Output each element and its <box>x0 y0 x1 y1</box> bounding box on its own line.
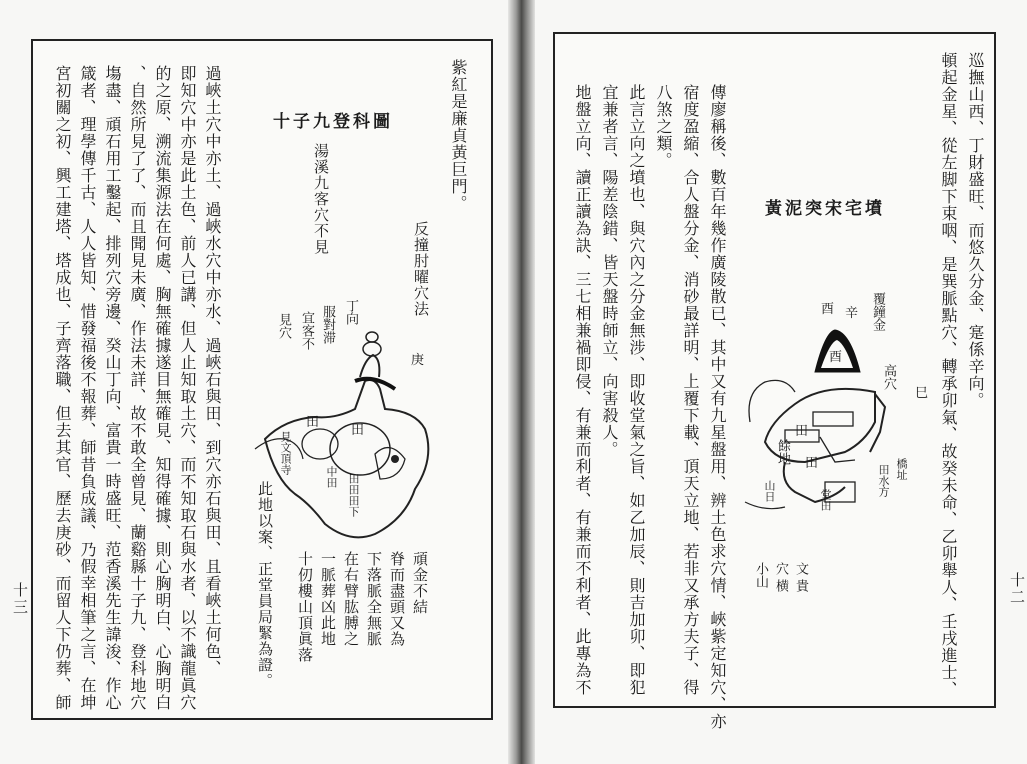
map-bottom-label: 文 貴 <box>793 562 808 593</box>
body-column: 過峽土穴中亦土、過峽水穴中亦水、過峽石與田、到穴亦石與田、且看峽土何色、 <box>203 65 222 677</box>
label-you: 酉 <box>821 302 835 317</box>
right-page-frame <box>553 32 996 730</box>
figure-title-right: 黃泥突宋宅墳 <box>765 199 885 219</box>
label-tian-shui: 田水方 <box>877 464 890 497</box>
label-zhong-tian: 中田 <box>325 466 338 488</box>
label-qiu-zhi: 橋址 <box>895 458 908 480</box>
label-tian-2: 田 <box>351 423 365 438</box>
left-page <box>0 0 508 764</box>
figure-method: 反撞肘曜穴法 <box>412 221 430 317</box>
body-column: 塲盡、頑石用工鑿起、排列穴旁邊、癸山丁向、富貴一時盛旺、范香溪先生諱浚、作心 <box>103 65 122 711</box>
label-ding-xiang: 丁向 <box>343 299 358 325</box>
figure-side-note: 湯溪九客穴不見 <box>312 143 330 255</box>
figure-note-column: 頑金不結 <box>411 551 429 615</box>
body-column: 箴者、理學傳千古、人人皆知、惜發福後不報葬、師昔負成議、乃假幸相筆之言、在坤 <box>78 65 97 711</box>
figure-bottom-note: 此地以案、正堂員局緊為證。 <box>256 481 274 689</box>
figure-note-column: 脊而盡頭又為 <box>388 551 406 647</box>
left-page-number: 十三 <box>11 582 29 616</box>
label-si: 巳 <box>915 386 929 401</box>
label-jian-shan: 見文頂寺 <box>279 431 292 475</box>
label-tian-r1: 田 <box>795 424 809 439</box>
body-column: 傳廖稱後、數百年幾作廣陵散已、其中又有九星盤用、辨土色求穴情、峽紫定知穴、亦 <box>708 84 727 730</box>
body-column: 宜兼者言、陽差陰錯、皆天盤時師立、向害殺人。 <box>600 84 619 458</box>
right-page <box>535 0 1027 764</box>
label-tian-r2: 田 <box>805 456 819 471</box>
label-gao-xue: 高穴 <box>881 364 896 390</box>
label-tang-tian: 堂田 <box>819 489 832 511</box>
figure-title-left: 十子九登科圖 <box>273 112 393 132</box>
body-column: 巡撫山西、丁財盛旺、而悠久分金、寔係辛向。 <box>966 52 985 409</box>
right-page-number: 十二 <box>1008 572 1026 606</box>
left-page-frame <box>31 39 493 720</box>
body-column: 、自然所見了了、而且聞見未廣、作法未詳、故不敢全曾見、蘭谿縣十子九、登科地穴 <box>128 65 147 711</box>
map-bottom-label: 小山 <box>753 562 768 588</box>
label-xia-tian: 田田田下 <box>347 473 360 517</box>
figure-note-column: 在右臂肱膊之 <box>342 551 360 647</box>
label-tian-1: 田 <box>306 415 320 430</box>
figure-note-column: 下落脈全無脈 <box>365 551 383 647</box>
label-yi-ke-bu: 宜客不 <box>299 311 314 350</box>
body-column: 此言立向之墳也、與穴內之分金無涉、即收堂氣之旨、如乙加辰、則吉加卯、即犯 <box>627 84 646 696</box>
label-geng: 庚 <box>411 353 425 368</box>
map-bottom-label: 穴 横 <box>773 562 788 593</box>
body-column: 宿度盈縮、合人盤分金、消砂最詳明、上覆下載、頂天立地、若非又承方夫子、得 <box>681 84 700 696</box>
figure-note-column: 十仞樓山頂眞落 <box>296 551 314 663</box>
label-jian-xue: 見穴 <box>276 313 291 339</box>
figure-note-column: 一脈葬凶此地 <box>319 551 337 647</box>
body-column: 的之原、溯流集源法在何處、胸無確據遂目無確見、知得確據、則心胸明白、心胸明白 <box>153 65 172 711</box>
body-column: 即知穴中亦是此土色、前人已講、但人止知取土穴、而不知取石與水者、以不識龍眞穴 <box>178 65 197 711</box>
body-column: 頓起金星、從左脚下束咽、是巽脈點穴、轉承卯氣、故癸未命、乙卯舉人、壬戌進士、 <box>939 52 958 698</box>
book-gutter <box>508 0 535 764</box>
label-xin: 辛 <box>845 306 859 321</box>
label-fu-zhong-jin: 覆鐘金 <box>870 292 885 331</box>
label-yu-di: 餘地 <box>775 439 790 465</box>
body-column: 宮初關之初、興工建塔、塔成也、子齊落職、但去其官、歷去庚砂、而留人下仍葬、師 <box>53 65 72 711</box>
label-fu-dui-sha: 服對滞 <box>320 305 335 344</box>
body-column: 地盤立向、讀正讀為訣、三七相兼禍即侵、有兼而利者、有兼而不利者、此專為不 <box>573 84 592 696</box>
body-column: 八煞之類。 <box>654 84 673 169</box>
label-you-inner: 酉 <box>829 350 843 365</box>
figure-top-note: 紫紅是廉貞黃巨門。 <box>449 59 468 212</box>
right-map-diagram <box>725 312 925 562</box>
label-shan-ri: 山日 <box>763 480 776 502</box>
